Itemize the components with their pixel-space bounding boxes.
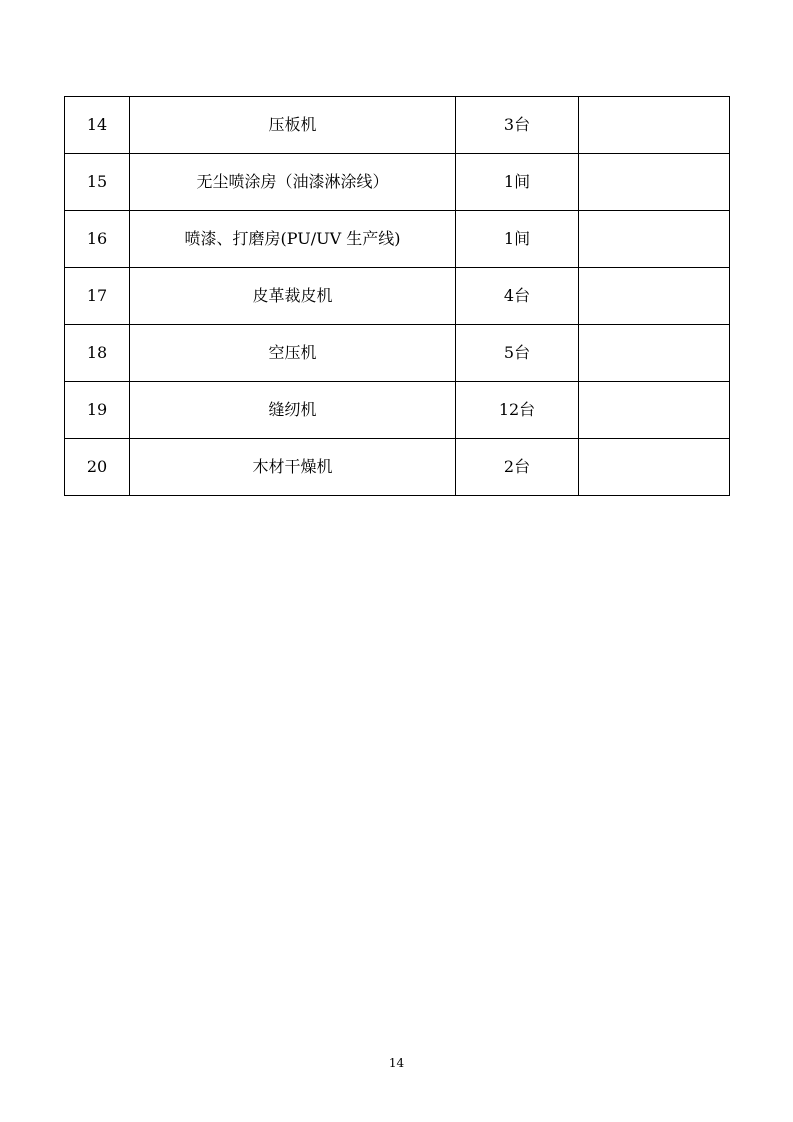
equipment-name-cell: 无尘喷涂房（油漆淋涂线） xyxy=(130,154,456,211)
quantity-cell: 2台 xyxy=(456,439,579,496)
note-cell xyxy=(579,382,730,439)
row-number-cell: 16 xyxy=(65,211,130,268)
equipment-name-cell: 压板机 xyxy=(130,97,456,154)
note-cell xyxy=(579,211,730,268)
row-number-cell: 14 xyxy=(65,97,130,154)
page-number: 14 xyxy=(388,1056,405,1070)
note-cell xyxy=(579,154,730,211)
note-cell xyxy=(579,325,730,382)
quantity-cell: 1间 xyxy=(456,154,579,211)
table-row xyxy=(65,439,730,496)
note-cell xyxy=(579,268,730,325)
equipment-name-cell: 皮革裁皮机 xyxy=(130,268,456,325)
quantity-cell: 12台 xyxy=(456,382,579,439)
table-row xyxy=(65,325,730,382)
table-row xyxy=(65,211,730,268)
table-row xyxy=(65,154,730,211)
quantity-cell: 5台 xyxy=(456,325,579,382)
row-number-cell: 15 xyxy=(65,154,130,211)
quantity-cell: 1间 xyxy=(456,211,579,268)
note-cell xyxy=(579,439,730,496)
table-row xyxy=(65,268,730,325)
equipment-name-cell: 喷漆、打磨房(PU/UV 生产线) xyxy=(130,211,456,268)
row-number-cell: 19 xyxy=(65,382,130,439)
table-row xyxy=(65,382,730,439)
table-row xyxy=(65,97,730,154)
row-number-cell: 18 xyxy=(65,325,130,382)
equipment-name-cell: 空压机 xyxy=(130,325,456,382)
equipment-table xyxy=(64,96,730,496)
note-cell xyxy=(579,97,730,154)
row-number-cell: 17 xyxy=(65,268,130,325)
equipment-name-cell: 木材干燥机 xyxy=(130,439,456,496)
row-number-cell: 20 xyxy=(65,439,130,496)
quantity-cell: 3台 xyxy=(456,97,579,154)
equipment-name-cell: 缝纫机 xyxy=(130,382,456,439)
quantity-cell: 4台 xyxy=(456,268,579,325)
